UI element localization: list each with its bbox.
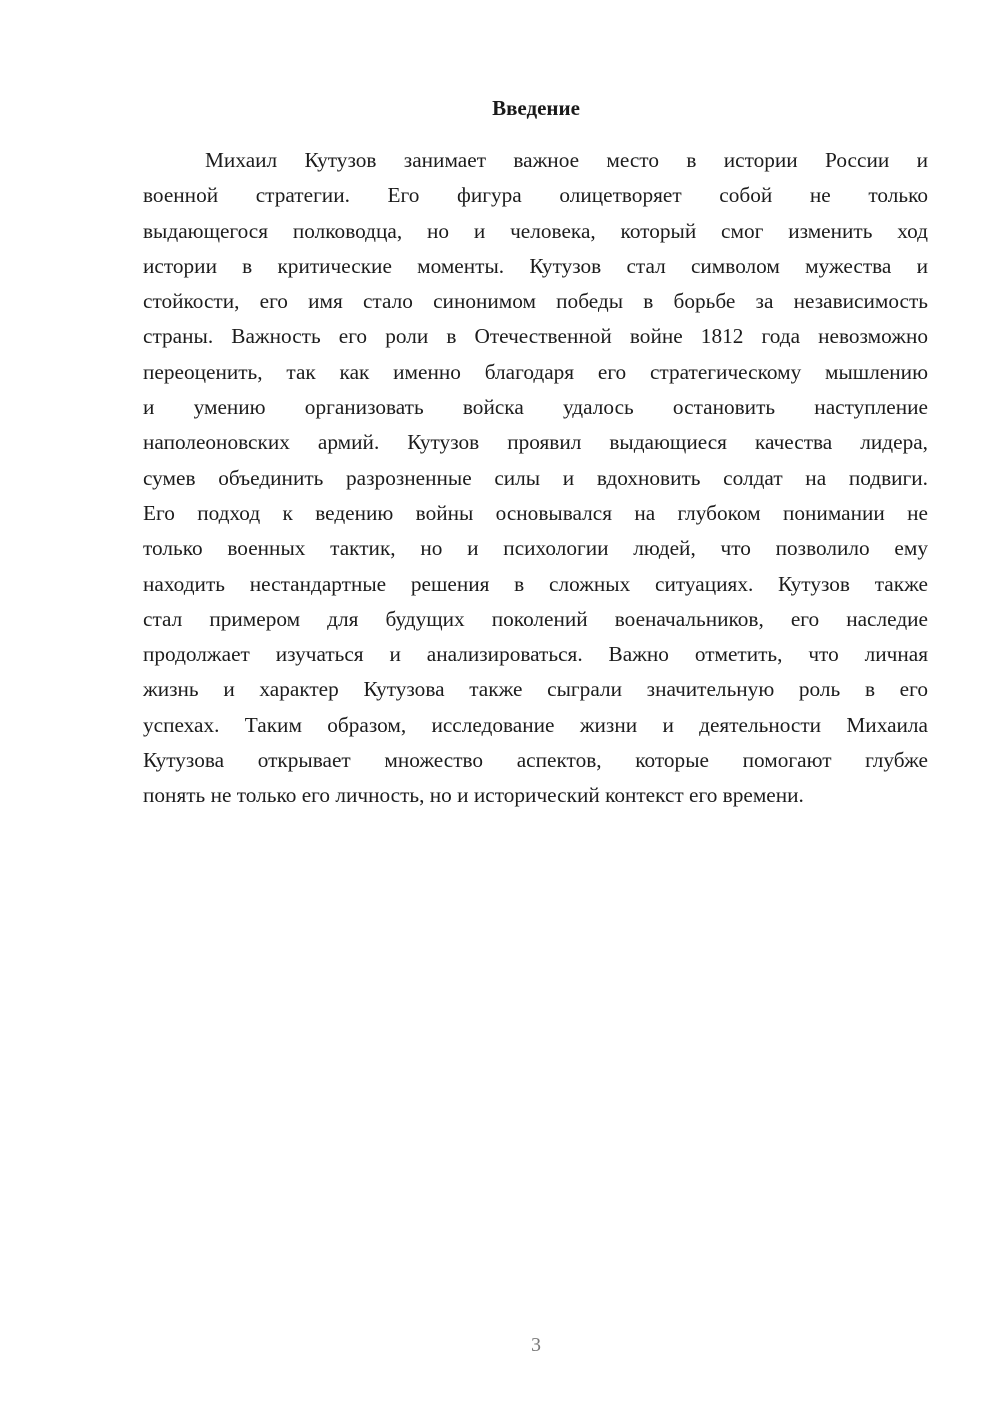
page-number: 3 — [531, 1334, 541, 1356]
paragraph-line: страны. Важность его роли в Отечественной войне 1812 года невозможно — [143, 324, 928, 349]
paragraph-line: военной стратегии. Его фигура олицетворяет собой не только — [143, 183, 928, 208]
paragraph-line: наполеоновских армий. Кутузов проявил выдающиеся качества лидера, — [143, 430, 928, 455]
paragraph-line: успехах. Таким образом, исследование жизни и деятельности Михаила — [143, 712, 928, 737]
paragraph-line: Его подход к ведению войны основывался на глубоком понимании не — [143, 500, 928, 525]
section-heading: Введение — [492, 96, 580, 120]
introduction-paragraph — [143, 143, 928, 814]
paragraph-line: Михаил Кутузов занимает важное место в истории России и — [205, 148, 928, 172]
paragraph-line: жизнь и характер Кутузова также сыграли значительную роль в его — [143, 677, 928, 702]
paragraph-line: стойкости, его имя стало синонимом победы в борьбе за независимость — [143, 289, 928, 314]
paragraph-line: переоценить, так как именно благодаря его стратегическому мышлению — [143, 359, 928, 384]
paragraph-line: истории в критические моменты. Кутузов стал символом мужества и — [143, 253, 928, 278]
paragraph-line: Кутузова открывает множество аспектов, которые помогают глубже — [143, 748, 928, 773]
paragraph-line: сумев объединить разрозненные силы и вдохновить солдат на подвиги. — [143, 465, 928, 490]
paragraph-line: и умению организовать войска удалось остановить наступление — [143, 395, 928, 420]
paragraph-line: продолжает изучаться и анализироваться. Важно отметить, что личная — [143, 642, 928, 667]
paragraph-line: стал примером для будущих поколений военачальников, его наследие — [143, 606, 928, 631]
paragraph-line: выдающегося полководца, но и человека, который смог изменить ход — [143, 218, 928, 243]
paragraph-line: только военных тактик, но и психологии людей, что позволило ему — [143, 536, 928, 561]
paragraph-line: находить нестандартные решения в сложных ситуациях. Кутузов также — [143, 571, 928, 596]
paragraph-line: понять не только его личность, но и исторический контекст его времени. — [143, 783, 804, 808]
